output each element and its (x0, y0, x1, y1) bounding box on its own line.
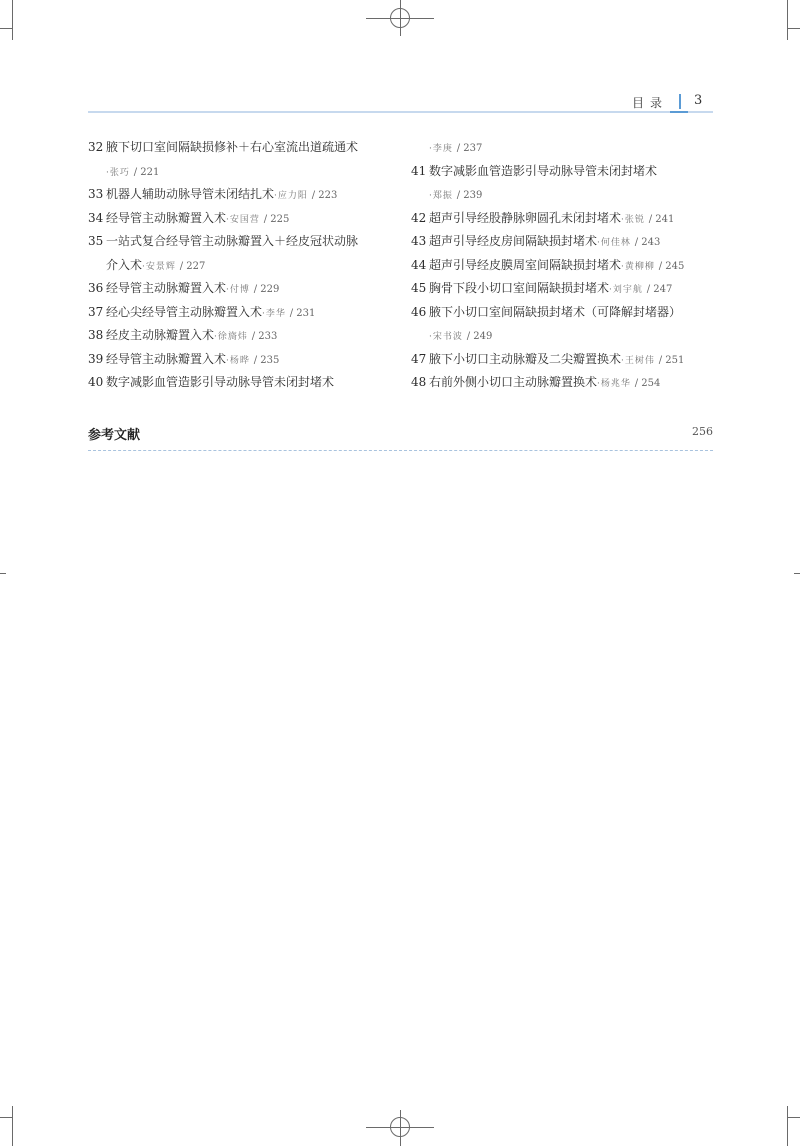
toc-line[interactable]: 39 经导管主动脉瓣置入术·杨晔 / 235 (88, 351, 280, 366)
toc-title: 经心尖经导管主动脉瓣置入术 (106, 304, 263, 319)
toc-page: / 249 (466, 331, 493, 342)
toc-page: / 241 (648, 213, 675, 225)
toc-title: 超声引导经股静脉卵圆孔未闭封堵术 (429, 210, 622, 225)
toc-author: ·王树伟 (621, 355, 655, 366)
toc-author: ·杨兆华 (597, 379, 631, 389)
toc-page: / 251 (658, 354, 685, 366)
toc-line[interactable]: 36 经导管主动脉瓣置入术·付博 / 229 (88, 281, 280, 295)
toc-line[interactable]: 47 腋下小切口主动脉瓣及二尖瓣置换术·王树伟 / 251 (411, 351, 685, 366)
toc-page: / 231 (289, 307, 316, 319)
toc-line[interactable] (411, 183, 721, 207)
toc-page: / 221 (133, 166, 160, 178)
toc-page: / 233 (251, 331, 278, 342)
toc-line[interactable]: 37 经心尖经导管主动脉瓣置入术·李华 / 231 (88, 304, 316, 319)
toc-line[interactable] (88, 254, 398, 278)
toc-page: / 237 (456, 143, 483, 154)
header-rule (88, 111, 713, 113)
toc-author: ·宋书波 (429, 332, 463, 342)
header-divider (679, 94, 681, 109)
page-header (0, 0, 800, 120)
toc-author: ·黄柳柳 (621, 261, 655, 272)
toc-line[interactable]: 44 超声引导经皮膜周室间隔缺损封堵术·黄柳柳 / 245 (411, 257, 685, 272)
toc-author: ·安国营 (226, 214, 260, 225)
toc-title: 介入术 (106, 257, 143, 272)
toc-title: 腋下切口室间隔缺损修补＋右心室流出道疏通术 (106, 140, 359, 154)
toc-line[interactable]: 42 超声引导经股静脉卵圆孔未闭封堵术·张锐 / 241 (411, 210, 675, 225)
toc-title: 经导管主动脉瓣置入术 (106, 210, 227, 225)
toc-title: 超声引导经皮房间隔缺损封堵术 (429, 234, 598, 248)
toc-title: 机器人辅助动脉导管未闭结扎术 (106, 187, 275, 201)
toc-author: ·张巧 (106, 167, 130, 178)
toc-line[interactable] (411, 324, 721, 348)
toc-line[interactable]: 46 腋下小切口室间隔缺损封堵术（可降解封堵器） (411, 304, 682, 319)
toc-title: 腋下小切口主动脉瓣及二尖瓣置换术 (429, 351, 622, 366)
toc-author: ·郑振 (429, 191, 453, 201)
references-dashed-rule (88, 450, 713, 451)
toc-title: 数字减影血管造影引导动脉导管未闭封堵术 (106, 375, 335, 389)
toc-line[interactable]: 40 数字减影血管造影引导动脉导管未闭封堵术 (88, 375, 335, 389)
toc-line[interactable]: 48 右前外侧小切口主动脉瓣置换术·杨兆华 / 254 (411, 375, 661, 389)
header-rule-accent (670, 111, 688, 113)
references-title: 参考文献 (88, 428, 141, 443)
toc-author: ·付博 (226, 285, 250, 295)
toc-page: / 229 (253, 284, 280, 295)
toc-author: ·张锐 (621, 214, 645, 225)
toc-title: 一站式复合经导管主动脉瓣置入＋经皮冠状动脉 (106, 234, 359, 248)
toc-page: / 223 (311, 190, 338, 201)
toc-page: / 247 (646, 284, 673, 295)
toc-author: ·安景辉 (142, 261, 176, 272)
toc-line[interactable] (88, 160, 398, 184)
references-page: 256 (692, 425, 713, 438)
toc-author: ·刘宇航 (609, 285, 643, 295)
toc-page: / 254 (634, 378, 661, 389)
toc-author: ·杨晔 (226, 355, 250, 366)
toc-author: ·李庚 (429, 144, 453, 154)
toc-author: ·何佳林 (597, 238, 631, 248)
toc-page: / 243 (634, 237, 661, 248)
toc-line[interactable]: 45 胸骨下段小切口室间隔缺损封堵术·刘宇航 / 247 (411, 281, 673, 295)
toc-line[interactable]: 43 超声引导经皮房间隔缺损封堵术·何佳林 / 243 (411, 234, 661, 248)
header-page-number: 3 (694, 93, 703, 108)
toc-page: / 245 (658, 260, 685, 272)
toc-page: / 235 (253, 354, 280, 366)
toc-author: ·应力阳 (274, 191, 308, 201)
toc-title: 腋下小切口室间隔缺损封堵术（可降解封堵器） (429, 304, 682, 319)
toc-page: / 227 (179, 260, 206, 272)
toc-line[interactable]: 35 一站式复合经导管主动脉瓣置入＋经皮冠状动脉 (88, 234, 359, 248)
toc-line[interactable]: 32 腋下切口室间隔缺损修补＋右心室流出道疏通术 (88, 140, 359, 154)
toc-line[interactable]: 34 经导管主动脉瓣置入术·安国营 / 225 (88, 210, 290, 225)
toc-line[interactable]: 41 数字减影血管造影引导动脉导管未闭封堵术 (411, 163, 658, 178)
toc-right-column (411, 136, 721, 395)
references-entry[interactable] (88, 424, 713, 448)
toc-title: 超声引导经皮膜周室间隔缺损封堵术 (429, 257, 622, 272)
toc-left-column (88, 136, 398, 395)
toc-title: 胸骨下段小切口室间隔缺损封堵术 (429, 281, 610, 295)
toc-title: 数字减影血管造影引导动脉导管未闭封堵术 (429, 163, 658, 178)
toc-line[interactable]: 38 经皮主动脉瓣置入术·徐旖炜 / 233 (88, 328, 278, 342)
toc-title: 经皮主动脉瓣置入术 (106, 328, 215, 342)
toc-author: ·李华 (262, 308, 286, 319)
header-title: 目录 (631, 96, 668, 110)
toc-author: ·徐旖炜 (214, 332, 248, 342)
toc-title: 右前外侧小切口主动脉瓣置换术 (429, 375, 598, 389)
toc-line[interactable] (411, 136, 721, 160)
toc-line[interactable]: 33 机器人辅助动脉导管未闭结扎术·应力阳 / 223 (88, 187, 338, 201)
toc-page: / 225 (263, 213, 290, 225)
toc-page: / 239 (456, 190, 483, 201)
toc-title: 经导管主动脉瓣置入术 (106, 351, 227, 366)
toc-title: 经导管主动脉瓣置入术 (106, 281, 227, 295)
